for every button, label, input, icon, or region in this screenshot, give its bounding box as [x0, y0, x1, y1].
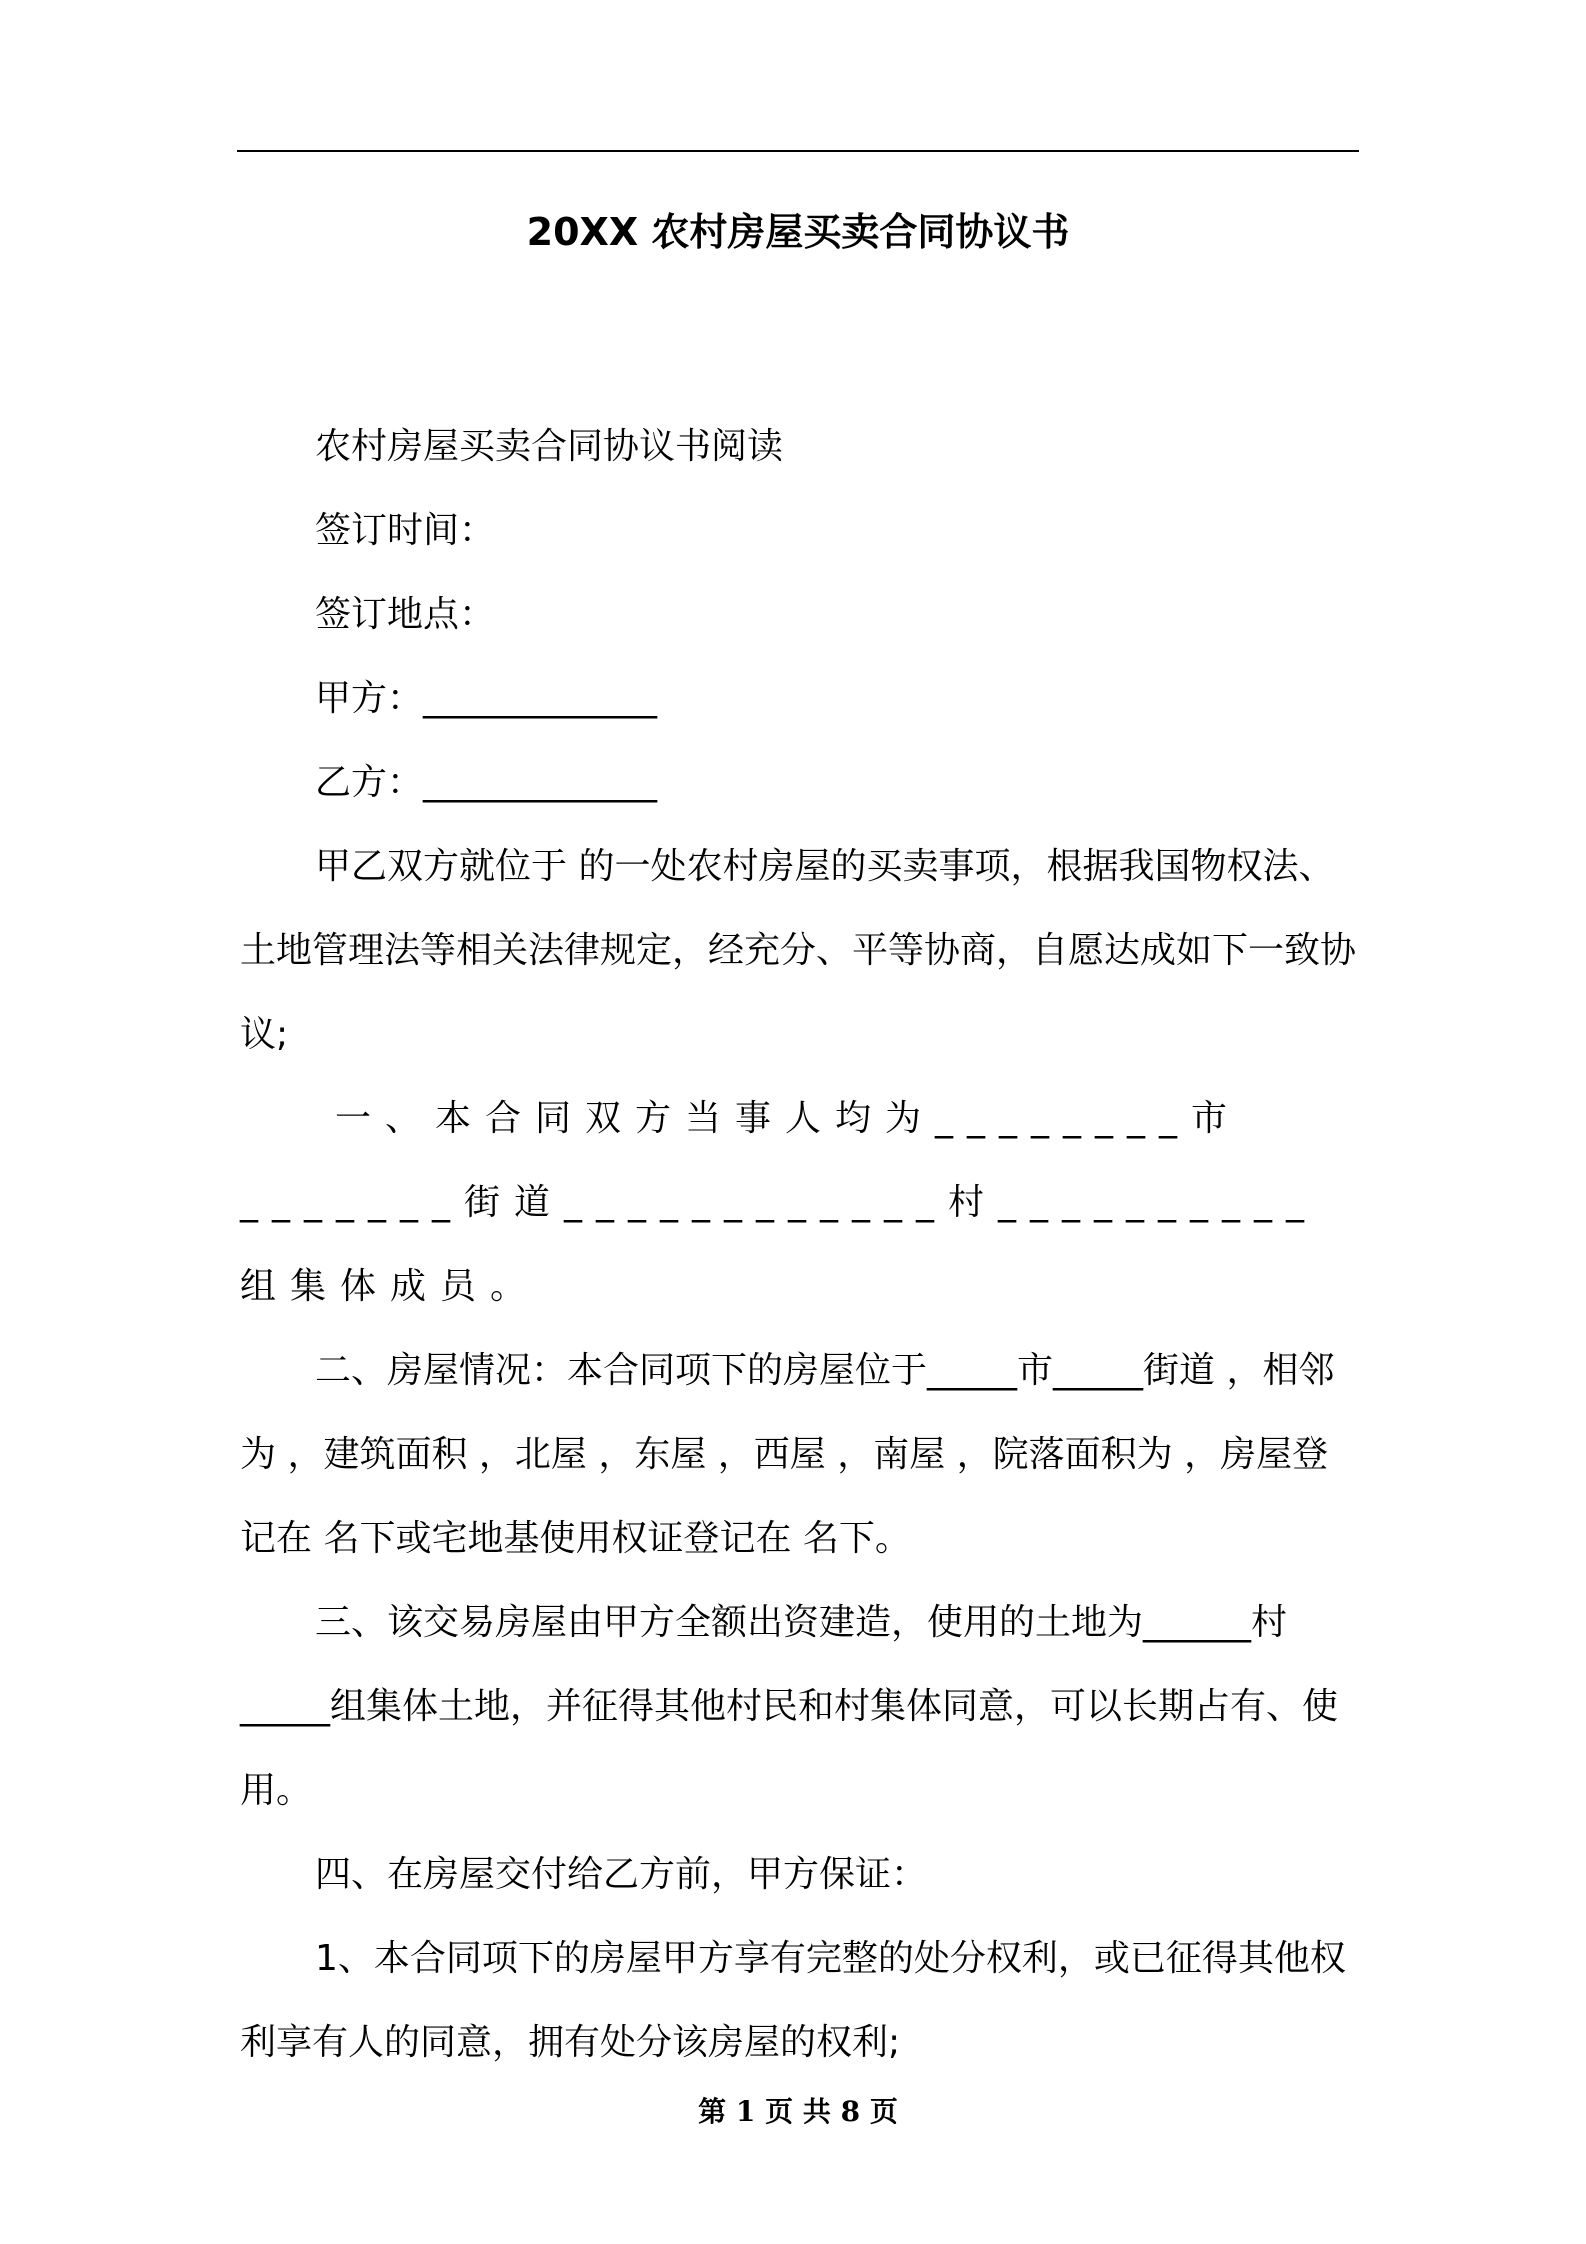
article-2: 二、房屋情况：本合同项下的房屋位于_____市_____街道 ，相邻为 ，建筑面积 ，北屋 ，东屋 ，西屋 ，南屋 ，院落面积为 ，房屋登记在 名下或宅地基使用权证登记在 名下。: [240, 1350, 1335, 1559]
document-title: 20XX 农村房屋买卖合同协议书: [526, 210, 1070, 254]
party-a: 甲方：_____________: [315, 678, 658, 719]
party-b: 乙方：_____________: [315, 762, 658, 803]
article-3: 三、该交易房屋由甲方全额出资建造，使用的土地为______村_____组集体土地，并征得其他村民和村集体同意，可以长期占有、使用。: [240, 1602, 1339, 1811]
article-4-item-1: 1、本合同项下的房屋甲方享有完整的处分权利，或已征得其他权利享有人的同意，拥有处分该房屋的权利;: [240, 1938, 1346, 2063]
document-body: [240, 405, 1356, 2085]
signing-place: 签订地点：: [315, 594, 496, 635]
article-1: 一、本合同双方当事人均为________市_______街道____________村__________组集体成员。: [240, 1098, 1318, 1307]
intro-heading: 农村房屋买卖合同协议书阅读: [315, 426, 784, 467]
article-4: 四、在房屋交付给乙方前，甲方保证：: [315, 1854, 928, 1895]
signing-time: 签订时间：: [315, 510, 496, 551]
preamble-paragraph: 甲乙双方就位于 的一处农村房屋的买卖事项，根据我国物权法、土地管理法等相关法律规定，经充分、平等协商，自愿达成如下一致协议;: [240, 846, 1357, 1055]
header-rule: [237, 150, 1359, 152]
page-number-footer: 第 1 页 共 8 页: [698, 2095, 898, 2128]
